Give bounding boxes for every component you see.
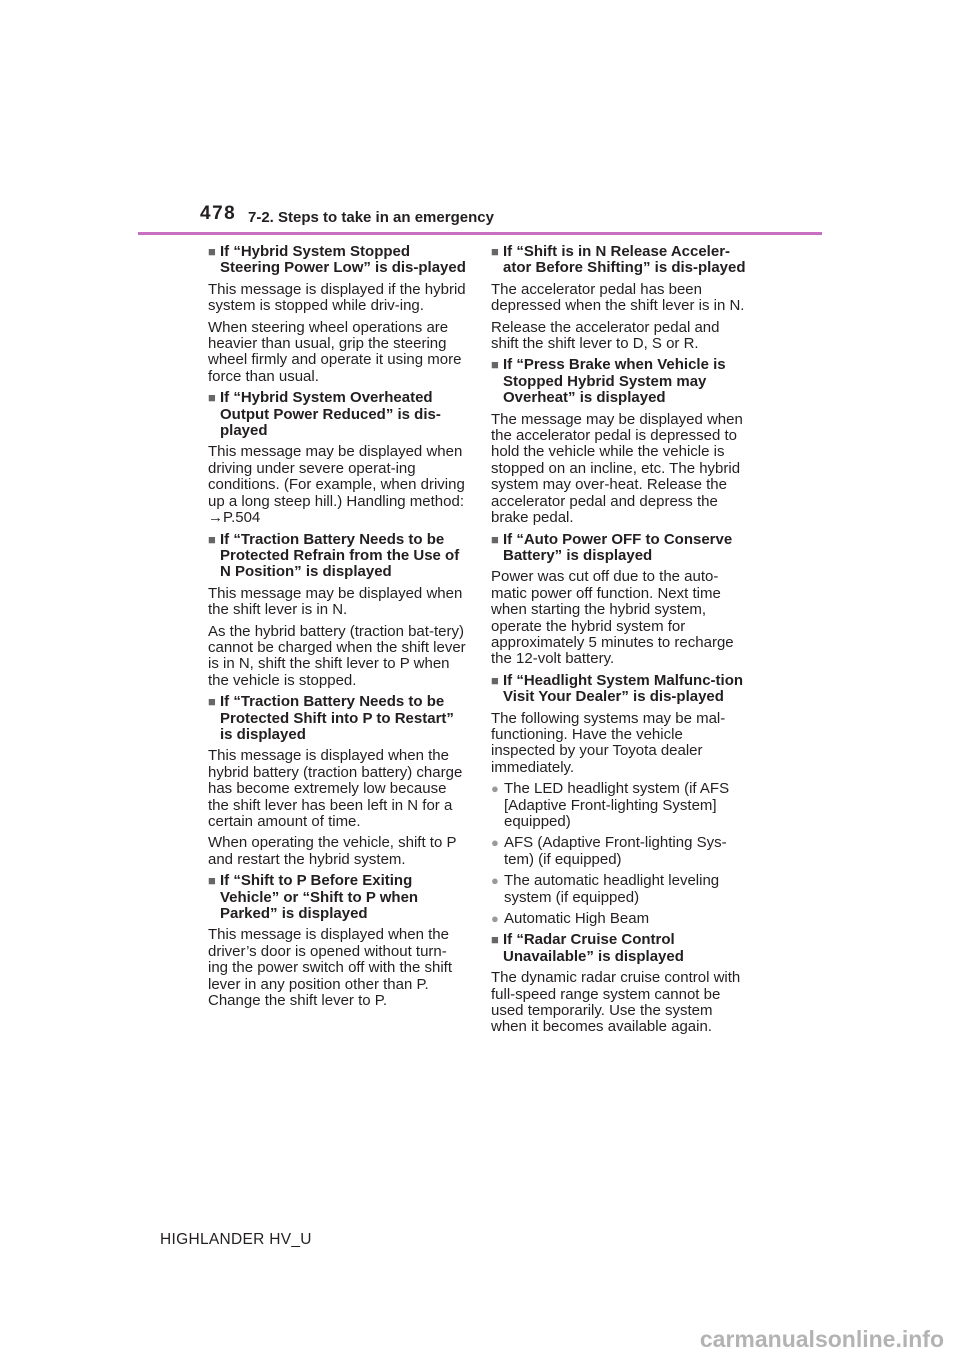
square-bullet-icon: ■ bbox=[491, 932, 499, 948]
heading-text: If “Hybrid System Stopped Steering Power Low” is dis-played bbox=[220, 243, 466, 277]
square-bullet-icon: ■ bbox=[208, 694, 216, 710]
square-bullet-icon: ■ bbox=[208, 390, 216, 406]
section-heading bbox=[491, 357, 749, 406]
section-heading bbox=[208, 244, 466, 277]
body-paragraph: As the hybrid battery (traction bat-tery) cannot be charged when the shift lever is in N, shift the shift lever to P when the vehicle is stopped. bbox=[208, 622, 466, 689]
right-column bbox=[491, 244, 749, 1041]
heading-text: If “Hybrid System Overheated Output Power Reduced” is dis-played bbox=[220, 389, 441, 440]
list-item bbox=[491, 911, 749, 927]
heading-text: If “Headlight System Malfunc-tion Visit Your Dealer” is dis-played bbox=[503, 671, 744, 706]
list-item-text: Automatic High Beam bbox=[504, 910, 650, 928]
circle-bullet-icon: ● bbox=[491, 781, 499, 797]
heading-text: If “Shift is in N Release Acceler-ator Before Shifting” is dis-played bbox=[503, 243, 746, 277]
list-item-text: The automatic headlight leveling system (if equipped) bbox=[504, 872, 720, 906]
section-heading bbox=[208, 390, 466, 439]
section-title: 7-2. Steps to take in an emergency bbox=[248, 209, 494, 226]
list-item bbox=[491, 873, 749, 906]
body-paragraph: Release the accelerator pedal and shift the shift lever to D, S or R. bbox=[491, 318, 720, 353]
section-heading bbox=[208, 532, 466, 581]
body-paragraph: The accelerator pedal has been depressed when the shift lever is in N. bbox=[491, 280, 745, 315]
heading-text: If “Auto Power OFF to Conserve Battery” is displayed bbox=[503, 530, 733, 564]
square-bullet-icon: ■ bbox=[491, 357, 499, 373]
body-paragraph: The following systems may be mal-functioning. Have the vehicle inspected by your Toyota dealer immediately. bbox=[491, 709, 726, 776]
section-heading bbox=[491, 932, 749, 965]
body-paragraph: When operating the vehicle, shift to P and restart the hybrid system. bbox=[208, 834, 457, 868]
body-paragraph: The message may be displayed when the accelerator pedal is depressed to hold the vehicle while the vehicle is stopped on an incline, etc. The hybrid system may over-heat. Release the accelerator pedal and depress the brake pedal. bbox=[491, 410, 743, 527]
section-heading bbox=[491, 244, 749, 277]
body-paragraph: Power was cut off due to the auto-matic power off function. Next time when starting the hybrid system, operate the hybrid system for approximately 5 minutes to recharge the 12-volt battery. bbox=[491, 568, 734, 668]
page-number: 478 bbox=[200, 203, 237, 224]
left-column bbox=[208, 244, 466, 1014]
square-bullet-icon: ■ bbox=[491, 244, 499, 259]
square-bullet-icon: ■ bbox=[208, 244, 216, 259]
body-paragraph: This message may be displayed when the shift lever is in N. bbox=[208, 584, 463, 619]
list-item-text: AFS (Adaptive Front-lighting Sys-tem) (if equipped) bbox=[504, 834, 727, 868]
square-bullet-icon: ■ bbox=[208, 873, 216, 889]
body-paragraph: This message may be displayed when driving under severe operat-ing conditions. (For example, when driving up a long steep hill.) Handling method: →P.504 bbox=[208, 443, 465, 527]
list-item-text: The LED headlight system (if AFS [Adaptive Front-lighting System] equipped) bbox=[504, 780, 730, 830]
heading-text: If “Traction Battery Needs to be Protected Shift into P to Restart” is displayed bbox=[220, 693, 454, 743]
heading-text: If “Shift to P Before Exiting Vehicle” or “Shift to P when Parked” is displayed bbox=[220, 872, 419, 923]
circle-bullet-icon: ● bbox=[491, 911, 499, 927]
list-item bbox=[491, 781, 749, 830]
heading-text: If “Radar Cruise Control Unavailable” is displayed bbox=[503, 931, 684, 965]
body-paragraph: This message is displayed when the hybrid battery (traction battery) charge has become extremely low because the shift lever has been left in N for a certain amount of time. bbox=[208, 747, 463, 830]
circle-bullet-icon: ● bbox=[491, 873, 499, 889]
heading-text: If “Press Brake when Vehicle is Stopped Hybrid System may Overheat” is displayed bbox=[503, 356, 726, 407]
section-heading bbox=[208, 694, 466, 743]
footer-model: HIGHLANDER HV_U bbox=[160, 1231, 312, 1248]
square-bullet-icon: ■ bbox=[491, 531, 499, 547]
watermark: carmanualsonline.info bbox=[699, 1326, 944, 1352]
section-heading bbox=[491, 532, 749, 565]
body-paragraph: This message is displayed if the hybrid system is stopped while driv-ing. bbox=[208, 280, 466, 315]
header-divider bbox=[138, 232, 822, 235]
square-bullet-icon: ■ bbox=[208, 531, 216, 547]
square-bullet-icon: ■ bbox=[491, 672, 499, 688]
body-paragraph: The dynamic radar cruise control with full-speed range system cannot be used temporarily. Use the system when it becomes available again. bbox=[491, 969, 741, 1036]
body-paragraph: When steering wheel operations are heavier than usual, grip the steering wheel firmly and operate it using more force than usual. bbox=[208, 318, 462, 385]
circle-bullet-icon: ● bbox=[491, 835, 499, 851]
body-paragraph: This message is displayed when the driver’s door is opened without turn-ing the power switch off with the shift lever in any position other than P. Change the shift lever to P. bbox=[208, 926, 453, 1010]
section-heading bbox=[208, 873, 466, 922]
heading-text: If “Traction Battery Needs to be Protected Refrain from the Use of N Position” is displayed bbox=[220, 530, 460, 581]
section-heading bbox=[491, 673, 749, 706]
list-item bbox=[491, 835, 749, 868]
